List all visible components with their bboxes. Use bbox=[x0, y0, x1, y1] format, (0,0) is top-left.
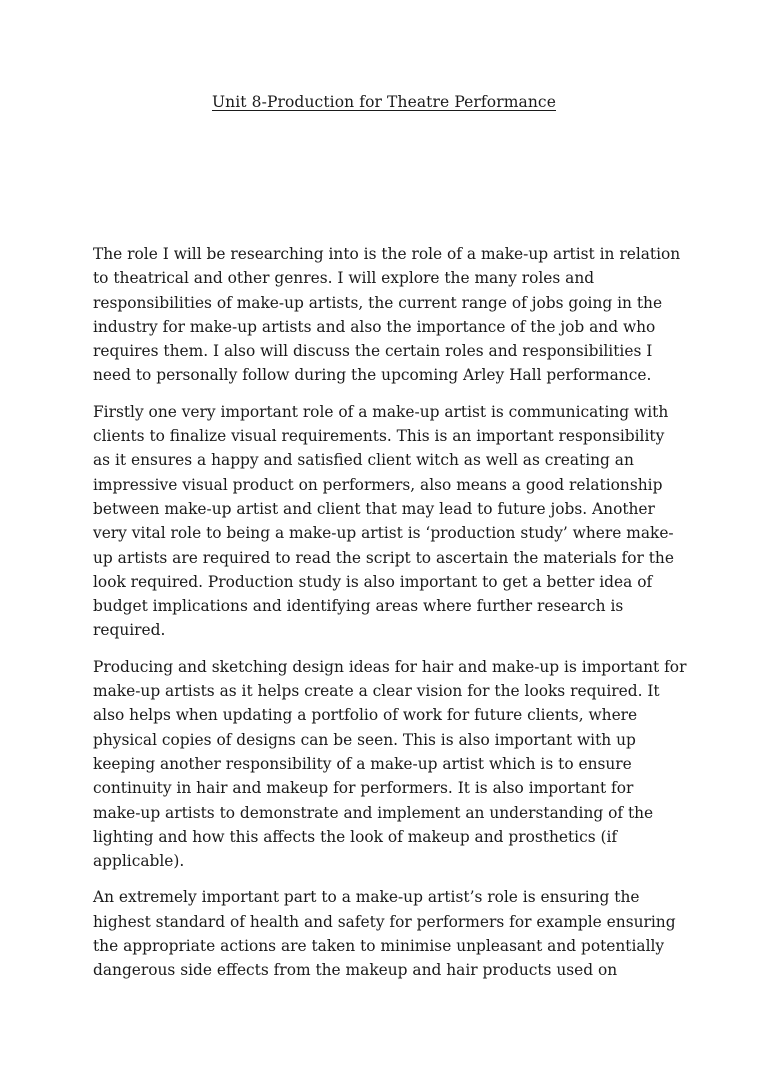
text-line: to theatrical and other genres. I will explore the many roles and bbox=[93, 269, 595, 288]
text-line: budget implications and identifying areas where further research is bbox=[93, 597, 624, 616]
text-line: as it ensures a happy and satisfied client witch as well as creating an bbox=[93, 451, 634, 470]
text-line: make-up artists as it helps create a clear vision for the looks required. It bbox=[93, 682, 660, 701]
text-line: Producing and sketching design ideas for hair and make-up is important for bbox=[93, 657, 687, 676]
paragraph-client-communication bbox=[93, 400, 683, 643]
text-line: between make-up artist and client that may lead to future jobs. Another bbox=[93, 499, 655, 518]
paragraph-health-safety bbox=[93, 885, 683, 982]
text-line: Firstly one very important role of a make-up artist is communicating with bbox=[93, 402, 669, 421]
text-line: the appropriate actions are taken to minimise unpleasant and potentially bbox=[93, 937, 665, 956]
text-line: continuity in hair and makeup for performers. It is also important for bbox=[93, 779, 634, 798]
document-body bbox=[93, 242, 687, 995]
text-line: lighting and how this affects the look of makeup and prosthetics (if bbox=[93, 827, 618, 846]
text-line: industry for make-up artists and also the importance of the job and who bbox=[93, 317, 656, 336]
paragraph-design-ideas bbox=[93, 655, 687, 874]
text-line: keeping another responsibility of a make-up artist which is to ensure bbox=[93, 754, 632, 773]
text-line: dangerous side effects from the makeup and hair products used on bbox=[93, 961, 618, 980]
text-line: requires them. I also will discuss the certain roles and responsibilities I bbox=[93, 342, 653, 361]
text-line: up artists are required to read the script to ascertain the materials for the bbox=[93, 548, 674, 567]
text-line: responsibilities of make-up artists, the current range of jobs going in the bbox=[93, 293, 663, 312]
text-line: also helps when updating a portfolio of work for future clients, where bbox=[93, 706, 638, 725]
text-line: The role I will be researching into is the role of a make-up artist in relation bbox=[93, 245, 681, 263]
text-line: look required. Production study is also important to get a better idea of bbox=[93, 572, 653, 591]
text-line: required. bbox=[93, 621, 166, 640]
text-line: An extremely important part to a make-up artist’s role is ensuring the bbox=[93, 888, 640, 907]
text-line: make-up artists to demonstrate and implement an understanding of the bbox=[93, 803, 654, 822]
text-line: very vital role to being a make-up artist is ‘production study’ where make- bbox=[93, 524, 674, 543]
text-line: highest standard of health and safety for performers for example ensuring bbox=[93, 912, 676, 931]
text-line: impressive visual product on performers, also means a good relationship bbox=[93, 475, 663, 494]
text-line: applicable). bbox=[93, 852, 185, 871]
text-line: physical copies of designs can be seen. This is also important with up bbox=[93, 730, 636, 749]
text-line: clients to finalize visual requirements. This is an important responsibility bbox=[93, 427, 665, 446]
document-title: Unit 8-Production for Theatre Performance bbox=[212, 93, 556, 111]
paragraph-intro bbox=[93, 242, 683, 388]
text-line: need to personally follow during the upcoming Arley Hall performance. bbox=[93, 366, 652, 385]
